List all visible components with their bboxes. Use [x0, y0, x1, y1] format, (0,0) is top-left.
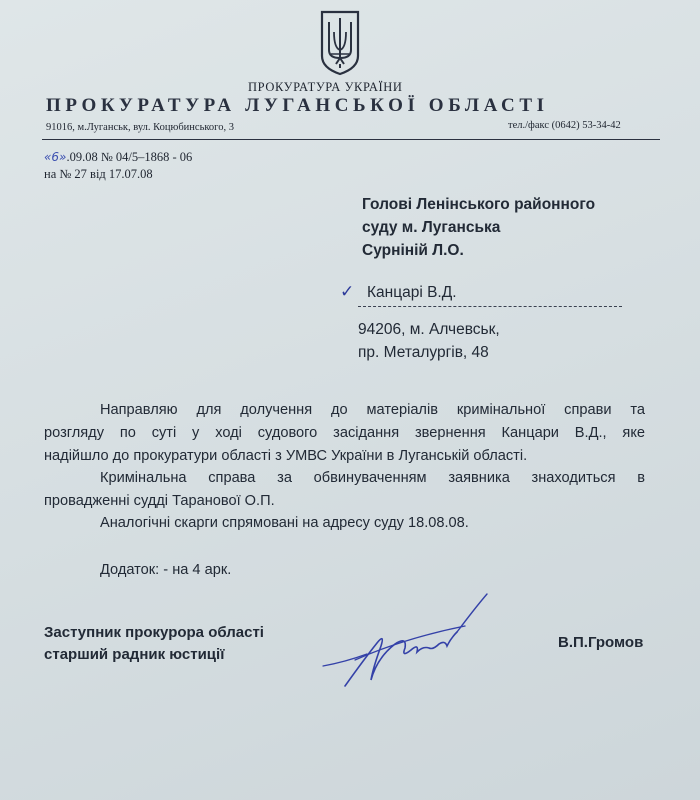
signer-name: В.П.Громов — [558, 634, 644, 651]
agency-main-title: ПРОКУРАТУРА ЛУГАНСЬКОЇ ОБЛАСТІ — [46, 95, 549, 116]
copy-address-line-2: пр. Металургів, 48 — [358, 344, 489, 361]
signer-title-line-1: Заступник прокурора області — [44, 624, 264, 641]
dotted-separator — [358, 306, 622, 307]
copy-address-line-1: 94206, м. Алчевськ, — [358, 321, 500, 338]
outgoing-reference — [44, 150, 192, 165]
agency-phone: тел./факс (0642) 53-34-42 — [508, 120, 621, 131]
copy-recipient-name: Канцарі В.Д. — [367, 284, 457, 301]
body-paragraph-3: Аналогічні скарги спрямовані на адресу суду 18.08.08. — [100, 515, 469, 531]
agency-top-title: ПРОКУРАТУРА УКРАЇНИ — [248, 80, 403, 94]
body-paragraph-1-line-2: розгляду по суті у ході судового засідання звернення Канцари В.Д., яке — [44, 425, 645, 441]
agency-address: 91016, м.Луганськ, вул. Коцюбинського, 3 — [46, 122, 234, 133]
handwritten-date: «6» — [44, 150, 67, 164]
handwritten-signature — [315, 588, 505, 698]
body-paragraph-1-line-1: Направляю для долучення до матеріалів кримінальної справи та — [100, 402, 645, 418]
outgoing-number: .09.08 № 04/5–1868 - 06 — [66, 150, 193, 164]
incoming-reference: на № 27 від 17.07.08 — [44, 167, 153, 181]
body-paragraph-2-line-1: Кримінальна справа за обвинуваченням заявника знаходиться в — [100, 470, 645, 486]
body-paragraph-1-line-3: надійшло до прокуратури області з УМВС України в Луганській області. — [44, 448, 528, 464]
trident-emblem-icon — [319, 8, 361, 76]
signer-title-line-2: старший радник юстиції — [44, 646, 225, 663]
recipient-line-2: суду м. Луганська — [362, 219, 501, 236]
recipient-line-3: Сурніній Л.О. — [362, 242, 464, 259]
check-mark-icon: ✓ — [340, 282, 355, 302]
recipient-line-1: Голові Ленінського районного — [362, 196, 596, 213]
attachment-note: Додаток: - на 4 арк. — [100, 562, 232, 578]
letterhead-divider — [42, 139, 660, 140]
body-paragraph-2-line-2: провадженні судді Таранової О.П. — [44, 493, 275, 509]
